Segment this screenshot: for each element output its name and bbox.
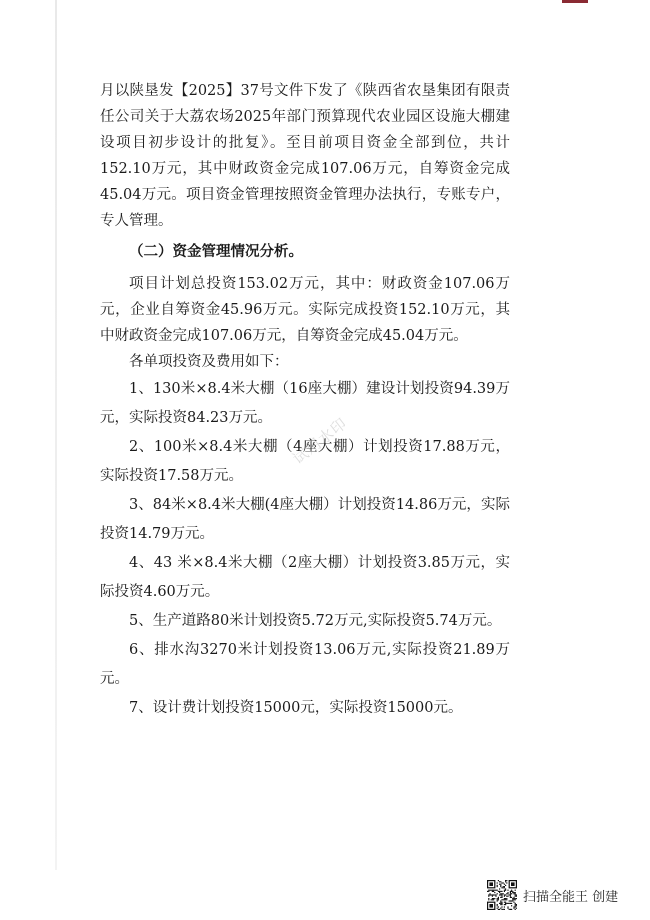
- section-heading: （二）资金管理情况分析。: [129, 244, 303, 260]
- qr-code-icon: [487, 880, 517, 910]
- document-body: [100, 78, 510, 723]
- list-item: 7、设计费计划投资15000元，实际投资15000元。: [129, 700, 463, 716]
- paragraph: 各单项投资及费用如下：: [129, 354, 289, 370]
- list-item: 2、100米×8.4米大棚（4座大棚）计划投资17.88万元，实际投资17.58万元。: [100, 439, 510, 484]
- top-edge-mark: [562, 0, 588, 3]
- paragraph: 项目计划总投资153.02万元，其中：财政资金107.06万元，企业自筹资金45.96万元。实际完成投资152.10万元，其中财政资金完成107.06万元，自筹资金完成45.04万元。: [100, 276, 510, 344]
- trial-watermark: 试用水印: [289, 414, 351, 468]
- paragraph: 月以陕垦发【2025】37号文件下发了《陕西省农垦集团有限责任公司关于大荔农场2025年部门预算现代农业园区设施大棚建设项目初步设计的批复》。至目前项目资金全部到位，共计152.10万元，其中财政资金完成107.06万元，自筹资金完成45.04万元。项目资金管理按照资金管理办法执行，专账专户，专人管理。: [100, 83, 510, 229]
- list-item: 3、84米×8.4米大棚(4座大棚）计划投资14.86万元，实际投资14.79万元。: [100, 497, 510, 542]
- scanner-credit-label: 扫描全能王 创建: [523, 889, 619, 905]
- list-item: 5、生产道路80米计划投资5.72万元,实际投资5.74万元。: [129, 613, 502, 629]
- list-item: 1、130米×8.4米大棚（16座大棚）建设计划投资94.39万元，实际投资84.23万元。: [100, 381, 510, 426]
- scan-edge-shadow: [55, 0, 57, 870]
- list-item: 4、43 米×8.4米大棚（2座大棚）计划投资3.85万元，实际投资4.60万元。: [100, 555, 510, 600]
- scanner-footer: [487, 880, 618, 910]
- list-item: 6、排水沟3270米计划投资13.06万元,实际投资21.89万元。: [100, 642, 510, 687]
